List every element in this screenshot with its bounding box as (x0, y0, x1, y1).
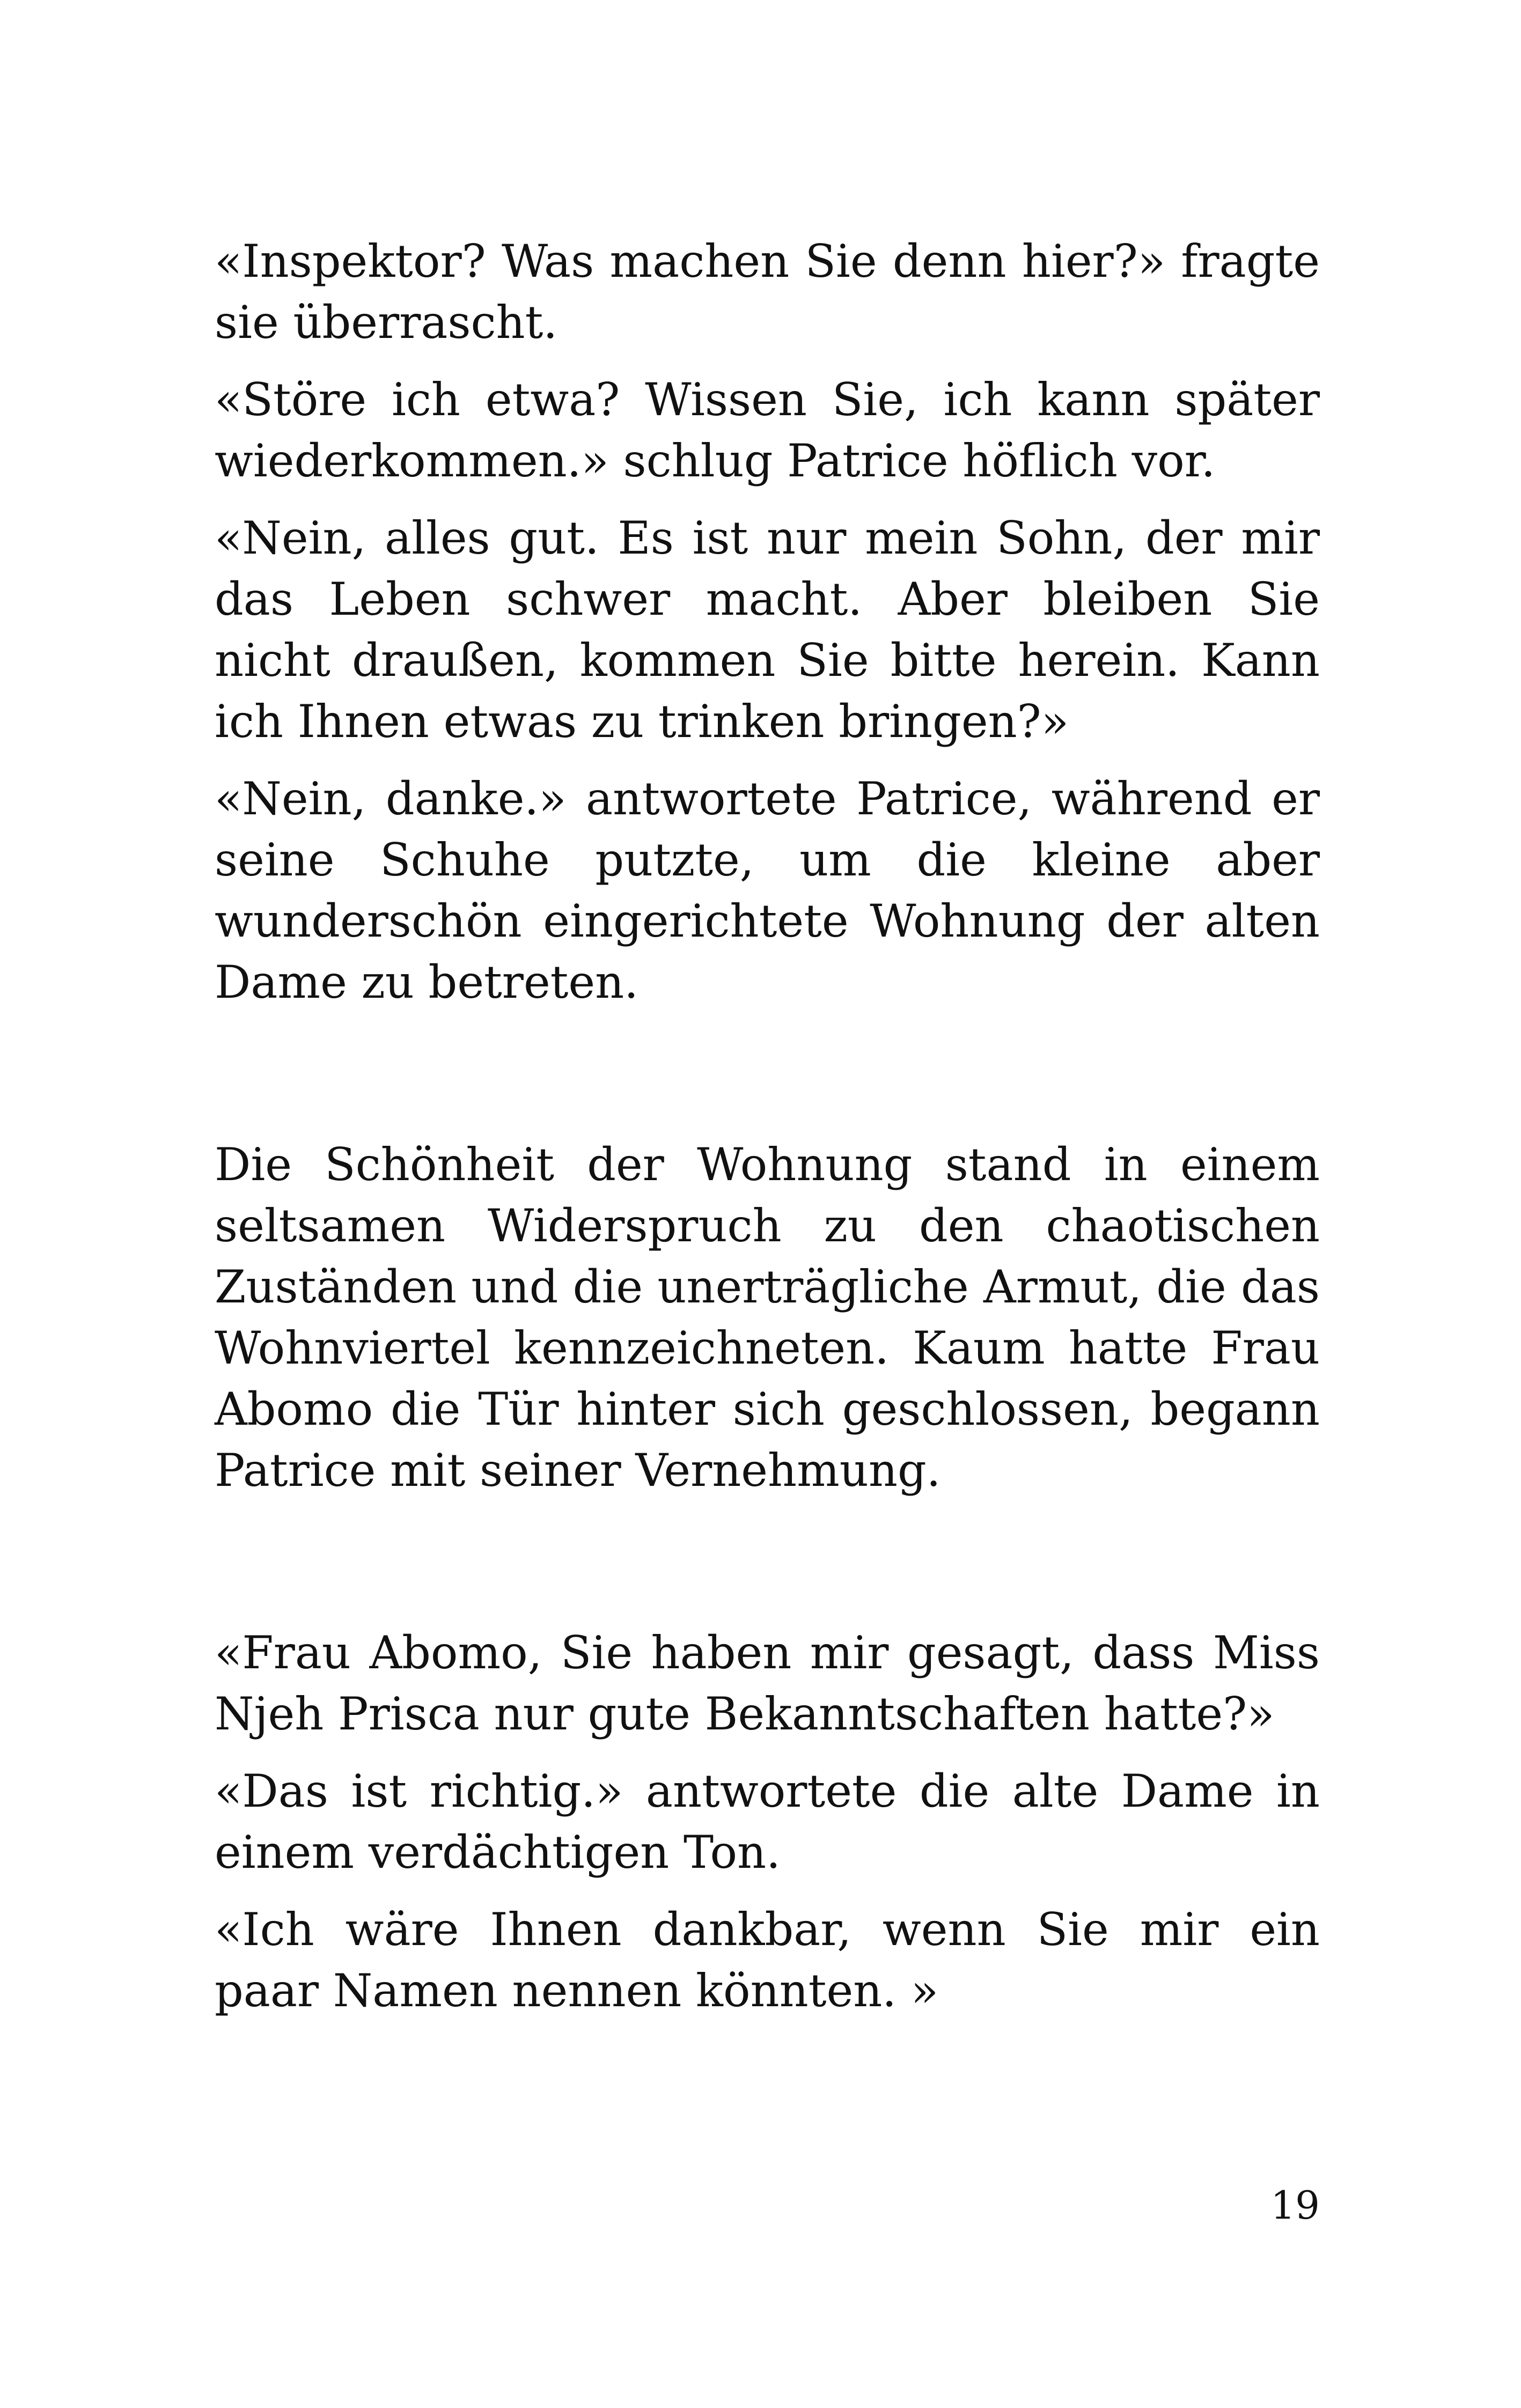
paragraph: «Frau Abomo, Sie haben mir gesagt, dass Miss Njeh Prisca nur gute Bekanntschaften hatte?» (215, 1626, 1320, 1740)
paragraph: «Ich wäre Ihnen dankbar, wenn Sie mir ein paar Namen nennen könnten. » (215, 1903, 1320, 2017)
paragraph: «Nein, alles gut. Es ist nur mein Sohn, der mir das Leben schwer macht. Aber bleiben Sie nicht draußen, kommen Sie bitte herein. Kann ich Ihnen etwas zu trinken bringen?» (215, 512, 1320, 748)
paragraph: «Störe ich etwa? Wissen Sie, ich kann später wiederkommen.» schlug Patrice höflich vor. (215, 373, 1320, 487)
page-number: 19 (1270, 2183, 1320, 2228)
body-text (215, 231, 1320, 2037)
paragraph: Die Schönheit der Wohnung stand in einem seltsamen Widerspruch zu den chaotischen Zuständen und die unerträgliche Armut, die das Wohnviertel kennzeichneten. Kaum hatte Frau Abomo die Tür hinter sich geschlossen, begann Patrice mit seiner Vernehmung. (215, 1138, 1320, 1497)
paragraph: «Nein, danke.» antwortete Patrice, während er seine Schuhe putzte, um die kleine aber wunderschön eingerichtete Wohnung der alten Dame zu betreten. (215, 772, 1320, 1008)
paragraph: «Inspektor? Was machen Sie denn hier?» fragte sie überrascht. (215, 235, 1320, 349)
paragraph: «Das ist richtig.» antwortete die alte Dame in einem verdächtigen Ton. (215, 1765, 1320, 1879)
